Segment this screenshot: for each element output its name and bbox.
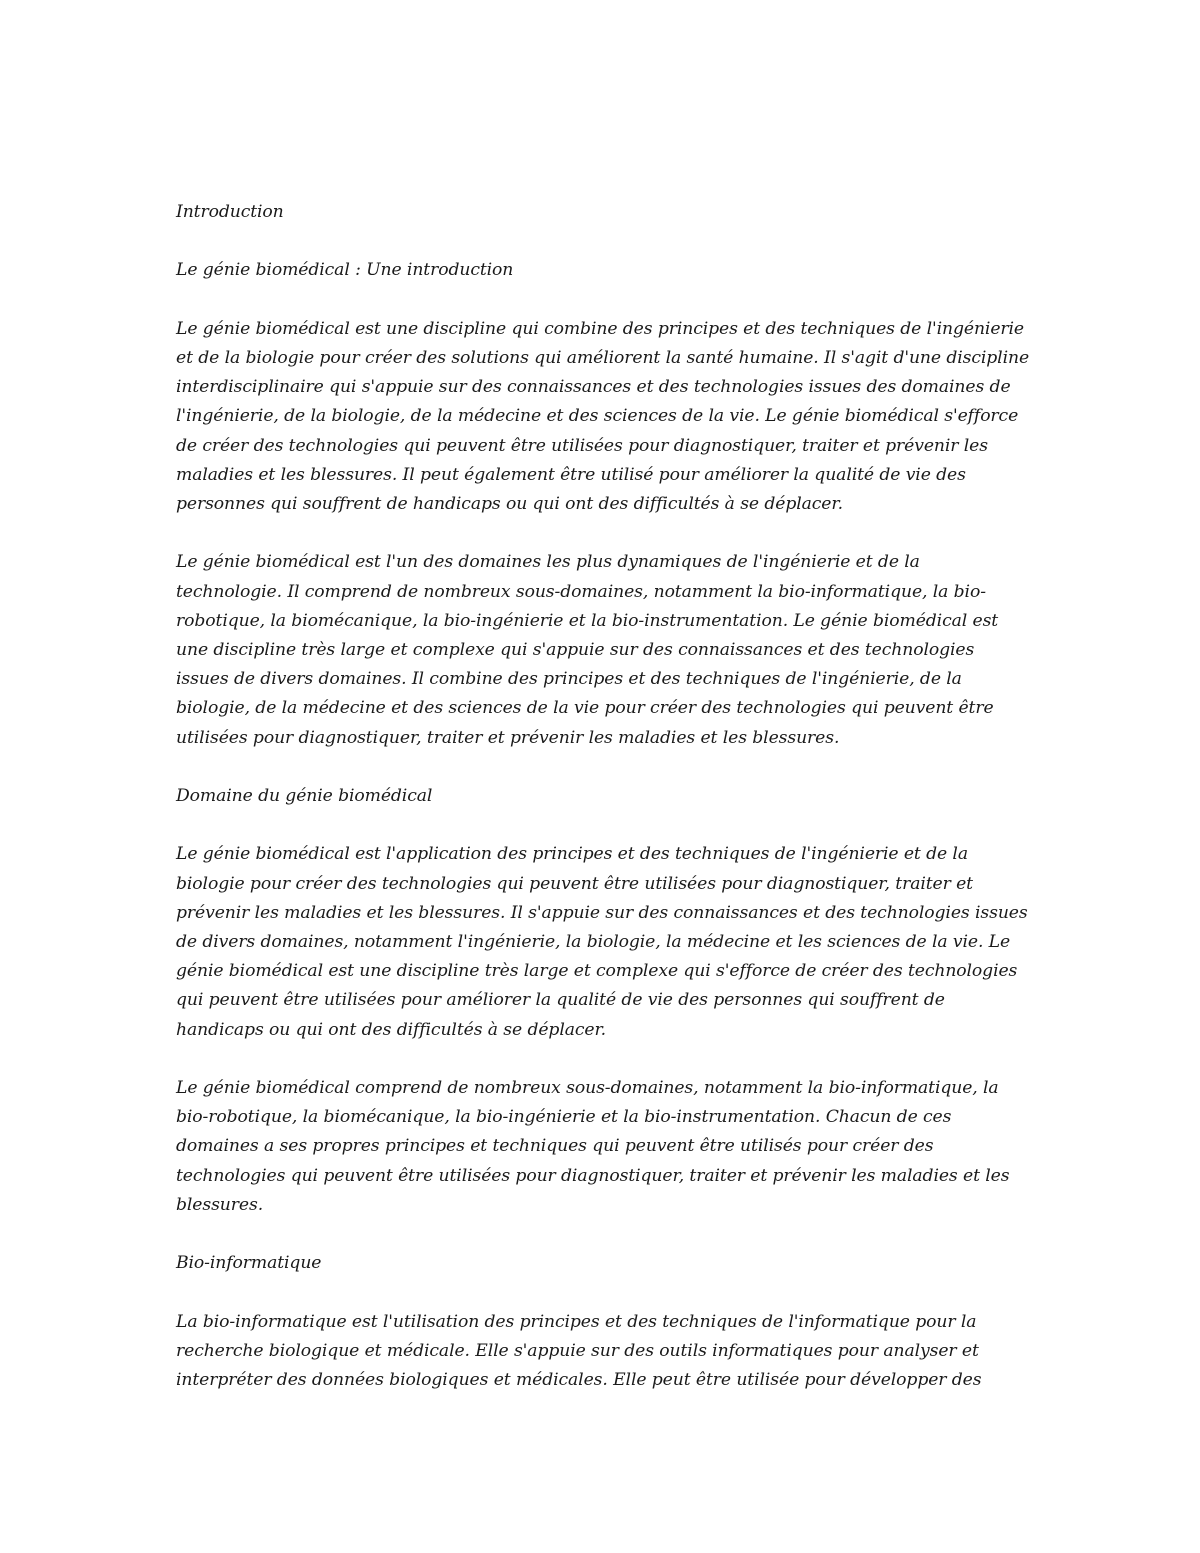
section-heading-introduction: Introduction: [176, 202, 284, 222]
section-heading-une-introduction: Le génie biomédical : Une introduction: [176, 260, 514, 281]
paragraph-intro-2: Le génie biomédical est l'un des domaines les plus dynamiques de l'ingénierie et de la technologie. Il comprend de nombreux sous-domaines, notamment la bio-informatique, la bio-robotique, la biomécanique, la bio-ingénierie et la bio-instrumentation. Le génie biomédical est une discipline très large et complexe qui s'appuie sur des connaissances et des technologies issues de divers domaines. Il combine des principes et des techniques de l'ingénierie, de la biologie, de la médecine et des sciences de la vie pour créer des technologies qui peuvent être utilisées pour diagnostiquer, traiter et prévenir les maladies et les blessures.: [176, 552, 999, 748]
document-body: [176, 198, 1031, 1424]
paragraph-bio-informatique: La bio-informatique est l'utilisation des principes et des techniques de l'informatique pour la recherche biologique et médicale. Elle s'appuie sur des outils informatiques pour analyser et interpréter des données biologiques et médicales. Elle peut être utilisée pour développer des: [176, 1311, 982, 1390]
paragraph-domaine-1: Le génie biomédical est l'application des principes et des techniques de l'ingénierie et de la biologie pour créer des technologies qui peuvent être utilisées pour diagnostiquer, traiter et prévenir les maladies et les blessures. Il s'appuie sur des connaissances et des technologies issues de divers domaines, notamment l'ingénierie, la biologie, la médecine et les sciences de la vie. Le génie biomédical est une discipline très large et complexe qui s'efforce de créer des technologies qui peuvent être utilisées pour améliorer la qualité de vie des personnes qui souffrent de handicaps ou qui ont des difficultés à se déplacer.: [176, 844, 1028, 1040]
paragraph-intro-1: Le génie biomédical est une discipline qui combine des principes et des techniques de l'ingénierie et de la biologie pour créer des solutions qui améliorent la santé humaine. Il s'agit d'une discipline interdisciplinaire qui s'appuie sur des connaissances et des technologies issues des domaines de l'ingénierie, de la biologie, de la médecine et des sciences de la vie. Le génie biomédical s'efforce de créer des technologies qui peuvent être utilisées pour diagnostiquer, traiter et prévenir les maladies et les blessures. Il peut également être utilisé pour améliorer la qualité de vie des personnes qui souffrent de handicaps ou qui ont des difficultés à se déplacer.: [176, 318, 1030, 514]
section-heading-bio-informatique: Bio-informatique: [176, 1253, 322, 1274]
paragraph-domaine-2: Le génie biomédical comprend de nombreux sous-domaines, notamment la bio-informatique, la bio-robotique, la biomécanique, la bio-ingénierie et la bio-instrumentation. Chacun de ces domaines a ses propres principes et techniques qui peuvent être utilisés pour créer des technologies qui peuvent être utilisées pour diagnostiquer, traiter et prévenir les maladies et les blessures.: [176, 1078, 1010, 1215]
section-heading-domaine: Domaine du génie biomédical: [176, 786, 433, 806]
